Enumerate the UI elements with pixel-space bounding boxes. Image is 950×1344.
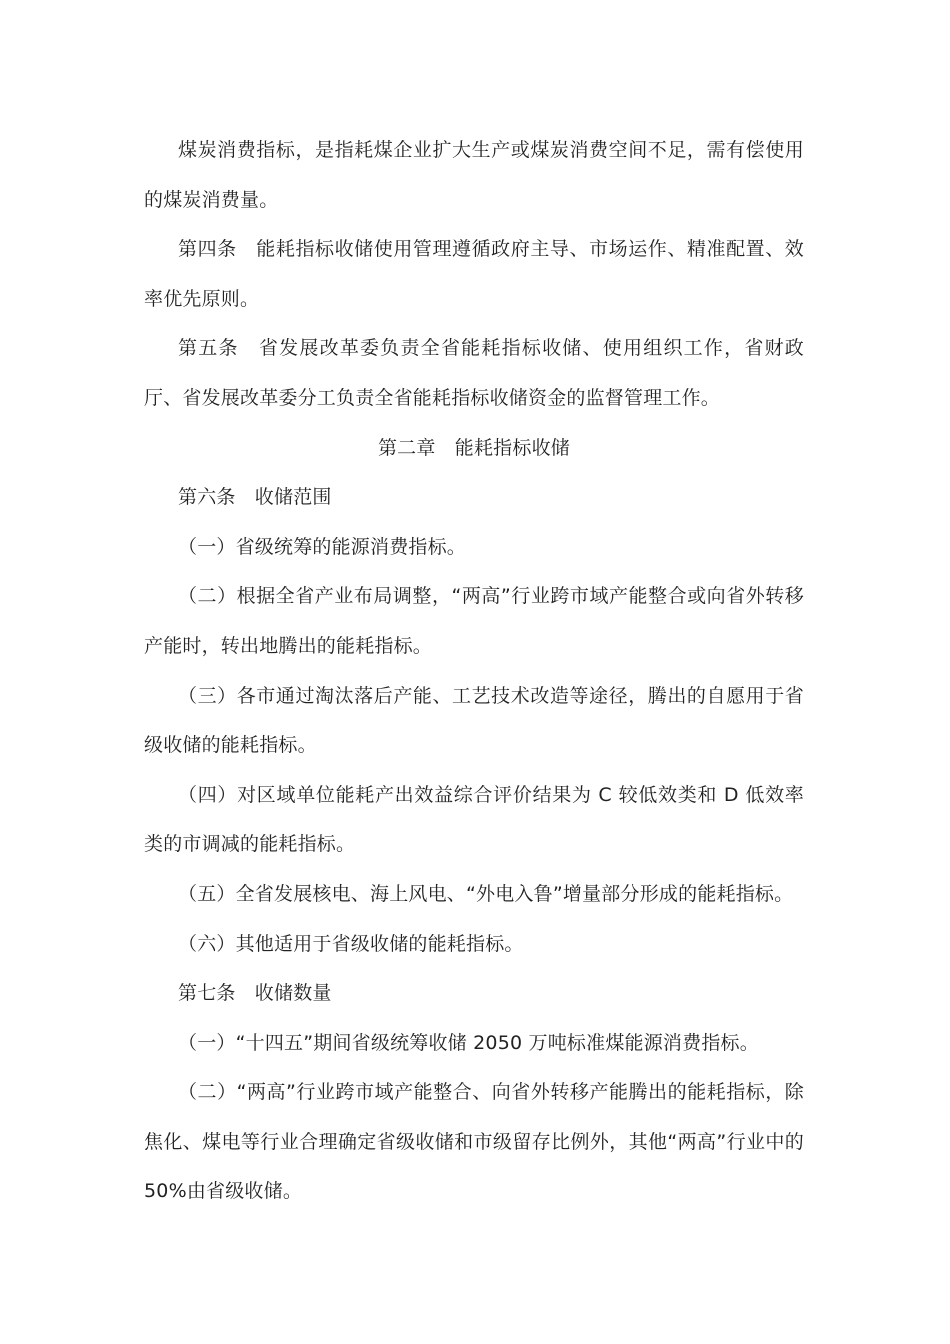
article-7-item-1: （一）“十四五”期间省级统筹收储 2050 万吨标准煤能源消费指标。 — [178, 1031, 759, 1054]
article-6-item-4: （四）对区域单位能耗产出效益综合评价结果为 C 较低效类和 D 低效率类的市调减的能耗指标。 — [144, 783, 804, 856]
article-6-item-3: （三）各市通过淘汰落后产能、工艺技术改造等途径，腾出的自愿用于省级收储的能耗指标。 — [144, 684, 804, 757]
article-6-title: 第六条 收储范围 — [178, 486, 332, 509]
document-body — [144, 126, 804, 1217]
article-6-item-2: （二）根据全省产业布局调整，“两高”行业跨市域产能整合或向省外转移产能时，转出地腾出的能耗指标。 — [144, 585, 804, 657]
article-7-title: 第七条 收储数量 — [178, 982, 332, 1005]
article-4: 第四条 能耗指标收储使用管理遵循政府主导、市场运作、精准配置、效率优先原则。 — [144, 238, 804, 310]
paragraph-coal-consumption-definition: 煤炭消费指标，是指耗煤企业扩大生产或煤炭消费空间不足，需有偿使用的煤炭消费量。 — [144, 139, 804, 211]
article-6-item-1: （一）省级统筹的能源消费指标。 — [178, 535, 467, 558]
article-5: 第五条 省发展改革委负责全省能耗指标收储、使用组织工作，省财政厅、省发展改革委分工负责全省能耗指标收储资金的监督管理工作。 — [144, 337, 804, 409]
article-6-item-5: （五）全省发展核电、海上风电、“外电入鲁”增量部分形成的能耗指标。 — [178, 882, 794, 905]
chapter-2-heading: 第二章 能耗指标收储 — [377, 436, 570, 459]
article-6-item-6: （六）其他适用于省级收储的能耗指标。 — [178, 932, 524, 955]
article-7-item-2: （二）“两高”行业跨市域产能整合、向省外转移产能腾出的能耗指标，除焦化、煤电等行业合理确定省级收储和市级留存比例外，其他“两高”行业中的 50%由省级收储。 — [144, 1081, 804, 1203]
